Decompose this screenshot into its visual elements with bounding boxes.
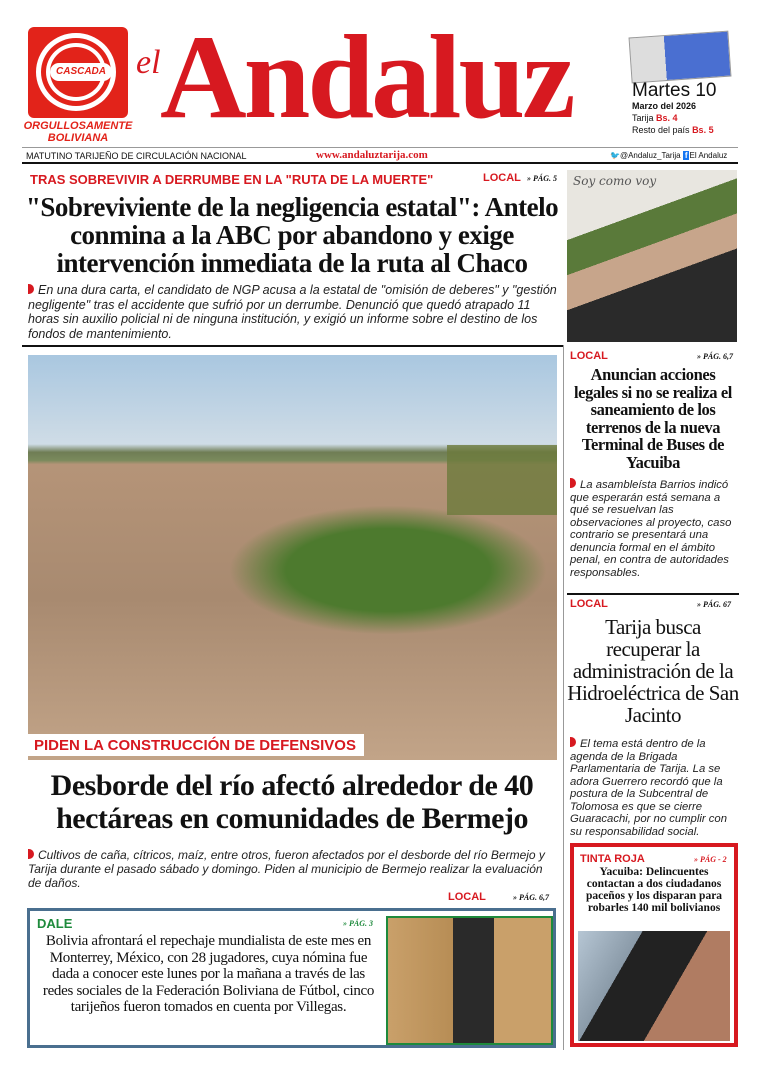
social-links — [610, 151, 727, 160]
slogan: MATUTINO TARIJEÑO DE CIRCULACIÓN NACIONAL — [26, 151, 247, 161]
dale-text: Bolivia afrontará el repechaje mundialista de este mes en Monterrey, México, con 28 jugadores, cuya nómina fue dada a conocer este lunes por la mañana a través de las redes sociales de la Federación Boliviana de Fútbol, cinco tarijeños fueron tomados en cuenta por Villegas. — [42, 933, 375, 1015]
side1-summary: La asambleísta Barrios indicó que esperarán está semana a qué se resuelvan las observaciones al proyecto, caso contrario se presentará una denuncia formal en el ámbito penal, en contra de autoridades responsables. — [570, 479, 732, 579]
bullet-icon — [28, 849, 34, 859]
twitter-icon: 🐦 — [610, 151, 620, 160]
price-local: Tarija Bs. 4 — [632, 113, 678, 123]
lead-kicker: TRAS SOBREVIVIR A DERRUMBE EN LA "RUTA DE LA MUERTE" — [30, 172, 434, 187]
side2-summary: El tema está dentro de la agenda de la Brigada Parlamentaria de Tarija. La se adora Guerrero recordó que la postura de la Subcentral de Tolomosa es que se cierre Guaracachi, por no cumplir con su responsabilidad social. — [570, 738, 727, 838]
tinta-headline: Yacuiba: Delincuentes contactan a dos ciudadanos paceños y los disparan para robarles 140 mil bolivianos — [585, 866, 723, 914]
bullet-icon — [570, 478, 576, 488]
tinta-roja-box[interactable] — [570, 843, 738, 1047]
divider — [22, 345, 563, 347]
cascada-logo — [28, 27, 128, 118]
main-page: » PÁG. 6,7 — [513, 893, 549, 902]
main-summary: Cultivos de caña, cítricos, maíz, entre otros, fueron afectados por el desborde del río Bermejo y Tarija durante el pasado sábado y domingo. Piden al municipio de Bermejo realizar la evaluación de daños. — [28, 848, 545, 890]
masthead-title: Andaluz — [160, 10, 573, 143]
date-day: Martes 10 — [632, 80, 717, 101]
main-section: LOCAL — [448, 891, 486, 903]
main-photo-river[interactable] — [28, 355, 557, 760]
website-link[interactable]: www.andaluztarija.com — [316, 149, 428, 161]
logo-tagline: ORGULLOSAMENTE BOLIVIANA — [23, 120, 133, 144]
dale-page: » PÁG. 3 — [343, 919, 373, 928]
lead-headline[interactable]: "Sobreviviente de la negligencia estatal": Antelo conmina a la ABC por abandono y exige intervención inmediata de la ruta al Chaco — [25, 192, 559, 278]
tree-foliage — [228, 505, 548, 635]
lead-section: LOCAL — [483, 172, 521, 184]
facebook-page[interactable]: El Andaluz — [689, 151, 728, 160]
date: Marzo del 2026 — [632, 101, 697, 111]
dale-box[interactable] — [27, 908, 556, 1048]
facebook-icon: f — [684, 151, 688, 160]
lead-photo[interactable] — [567, 170, 737, 342]
title-prefix: el — [136, 44, 161, 81]
side1-section: LOCAL — [570, 350, 608, 362]
bullet-icon — [28, 284, 34, 294]
tinta-page: » PÁG - 2 — [694, 855, 727, 864]
dale-section: DALE — [37, 916, 73, 931]
photo-sign-text: Soy como voy — [573, 174, 657, 188]
column-divider — [563, 345, 564, 1050]
side2-section: LOCAL — [570, 598, 608, 610]
lead-page: » PÁG. 5 — [527, 174, 557, 183]
tinta-photo[interactable] — [578, 931, 730, 1041]
tinta-section: TINTA ROJA — [580, 853, 645, 865]
divider — [567, 593, 739, 595]
side1-headline[interactable]: Anuncian acciones legales si no se realiza el saneamiento de los terrenos de la nueva Terminal de Buses de Yacuiba — [574, 365, 732, 472]
side1-page: » PÁG. 6,7 — [697, 352, 733, 361]
divider — [22, 162, 738, 164]
twitter-handle[interactable]: @Andaluz_Tarija — [619, 151, 681, 160]
price-rest: Resto del país Bs. 5 — [632, 125, 714, 135]
side2-headline[interactable]: Tarija busca recuperar la administración de la Hidroeléctrica de San Jacinto — [567, 615, 739, 727]
lead-summary: En una dura carta, el candidato de NGP acusa a la estatal de "omisión de deberes" y "gestión negligente" tras el accidente que sufrió por un derrumbe. Denunció que quedó atrapado 11 horas sin auxilio policial ni de ninguna institución, y exigió un informe sobre el destino de los fondos de mantenimiento. — [28, 283, 557, 341]
bullet-icon — [570, 737, 576, 747]
main-headline[interactable]: Desborde del río afectó alrededor de 40 hectáreas en comunidades de Bermejo — [50, 769, 534, 835]
dale-photo[interactable] — [386, 916, 553, 1045]
main-photo-label: PIDEN LA CONSTRUCCIÓN DE DEFENSIVOS — [28, 734, 364, 756]
riverbank — [447, 445, 557, 515]
sister-publications-thumbnail — [629, 31, 732, 84]
divider — [22, 147, 738, 148]
logo-text: CASCADA — [50, 63, 112, 81]
side2-page: » PÁG. 67 — [697, 600, 731, 609]
